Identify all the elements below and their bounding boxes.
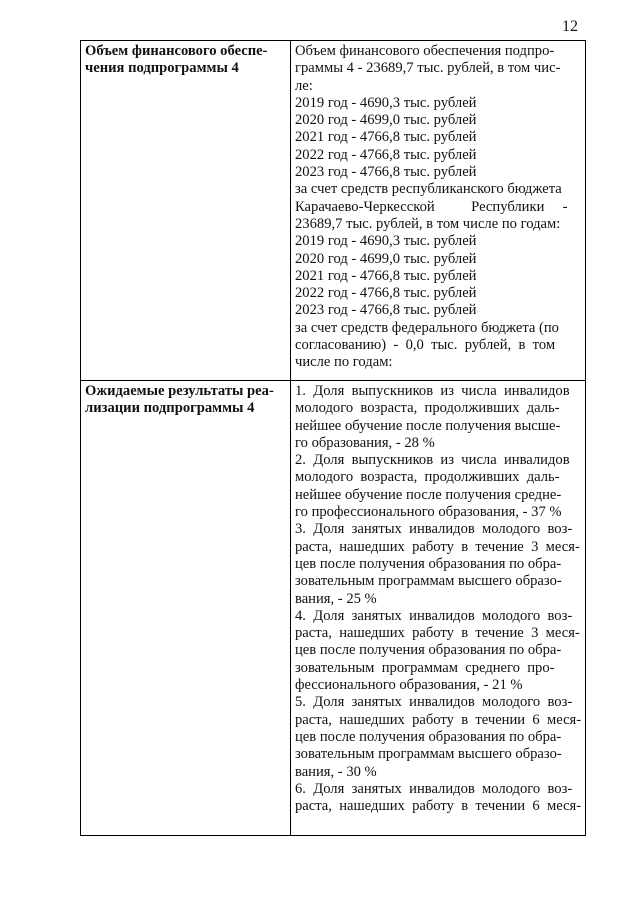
text-line: 2022 год - 4766,8 тыс. рублей (295, 285, 477, 302)
text-line: 2021 год - 4766,8 тыс. рублей (295, 267, 477, 284)
label-line: Объем финансового обеспе- (85, 43, 268, 59)
text-line: вания, - 25 % (295, 590, 377, 607)
text-line: 23689,7 тыс. рублей, в том числе по годам: (295, 215, 561, 232)
text-line: Объем финансового обеспечения подпро- (295, 43, 555, 59)
label-line: чения подпрограммы 4 (85, 60, 239, 77)
row-label-funding (81, 41, 291, 381)
text-line: согласованию) - 0,0 тыс. рублей, в том (295, 337, 556, 354)
text-line: Карачаево-Черкесской Республики - (295, 198, 568, 215)
text-line: раста, нашедших работу в течение 3 меся- (295, 625, 580, 642)
text-line: зовательным программам высшего образо- (295, 746, 562, 763)
text-line: граммы 4 - 23689,7 тыс. рублей, в том чис- (295, 60, 561, 77)
text-line: зовательным программам высшего образо- (295, 573, 562, 590)
text-line: молодого возраста, продолживших даль- (295, 469, 560, 486)
text-line: за счет средств республиканского бюджета (295, 181, 562, 198)
text-line: раста, нашедших работу в течении 6 меся- (295, 798, 582, 815)
text-line: зовательным программам среднего про- (295, 659, 555, 676)
text-line: 2020 год - 4699,0 тыс. рублей (295, 250, 477, 267)
row-label-results (81, 381, 291, 836)
text-line: за счет средств федерального бюджета (по (295, 319, 559, 336)
text-line: раста, нашедших работу в течение 3 меся- (295, 538, 580, 555)
text-line: раста, нашедших работу в течении 6 меся- (295, 711, 582, 728)
text-line: числе по годам: (295, 354, 393, 371)
text-line: 2023 год - 4766,8 тыс. рублей (295, 302, 477, 319)
text-line: 2019 год - 4690,3 тыс. рублей (295, 233, 477, 250)
text-line: 4. Доля занятых инвалидов молодого воз- (295, 607, 573, 624)
label-line: лизации подпрограммы 4 (85, 400, 255, 417)
passport-table (80, 40, 586, 836)
text-line: 2023 год - 4766,8 тыс. рублей (295, 164, 477, 181)
text-line: 5. Доля занятых инвалидов молодого воз- (295, 694, 573, 711)
table-row-funding (81, 41, 586, 381)
row-value-results (291, 381, 586, 836)
text-line: 2022 год - 4766,8 тыс. рублей (295, 146, 477, 163)
text-line: го профессионального образования, - 37 % (295, 504, 562, 521)
text-line: молодого возраста, продолживших даль- (295, 400, 560, 417)
text-line: 2. Доля выпускников из числа инвалидов (295, 452, 570, 469)
text-line: 1. Доля выпускников из числа инвалидов (295, 383, 570, 399)
text-line: цев после получения образования по обра- (295, 642, 562, 659)
text-line: 2020 год - 4699,0 тыс. рублей (295, 112, 477, 129)
text-line: 6. Доля занятых инвалидов молодого воз- (295, 780, 573, 797)
text-line: 2021 год - 4766,8 тыс. рублей (295, 129, 477, 146)
page-number: 12 (562, 18, 578, 35)
text-line: фессионального образования, - 21 % (295, 677, 523, 694)
text-line: 3. Доля занятых инвалидов молодого воз- (295, 521, 573, 538)
table-row-results (81, 381, 586, 836)
text-line: го образования, - 28 % (295, 434, 435, 451)
row-value-funding (291, 41, 586, 381)
label-line: Ожидаемые результаты реа- (85, 383, 274, 399)
text-line: 2019 год - 4690,3 тыс. рублей (295, 94, 477, 111)
text-line: вания, - 30 % (295, 763, 377, 780)
text-line: цев после получения образования по обра- (295, 555, 562, 572)
text-line: нейшее обучение после получения средне- (295, 486, 562, 503)
text-line: ле: (295, 77, 313, 94)
text-line: цев после получения образования по обра- (295, 728, 562, 745)
text-line: нейшее обучение после получения высше- (295, 417, 561, 434)
